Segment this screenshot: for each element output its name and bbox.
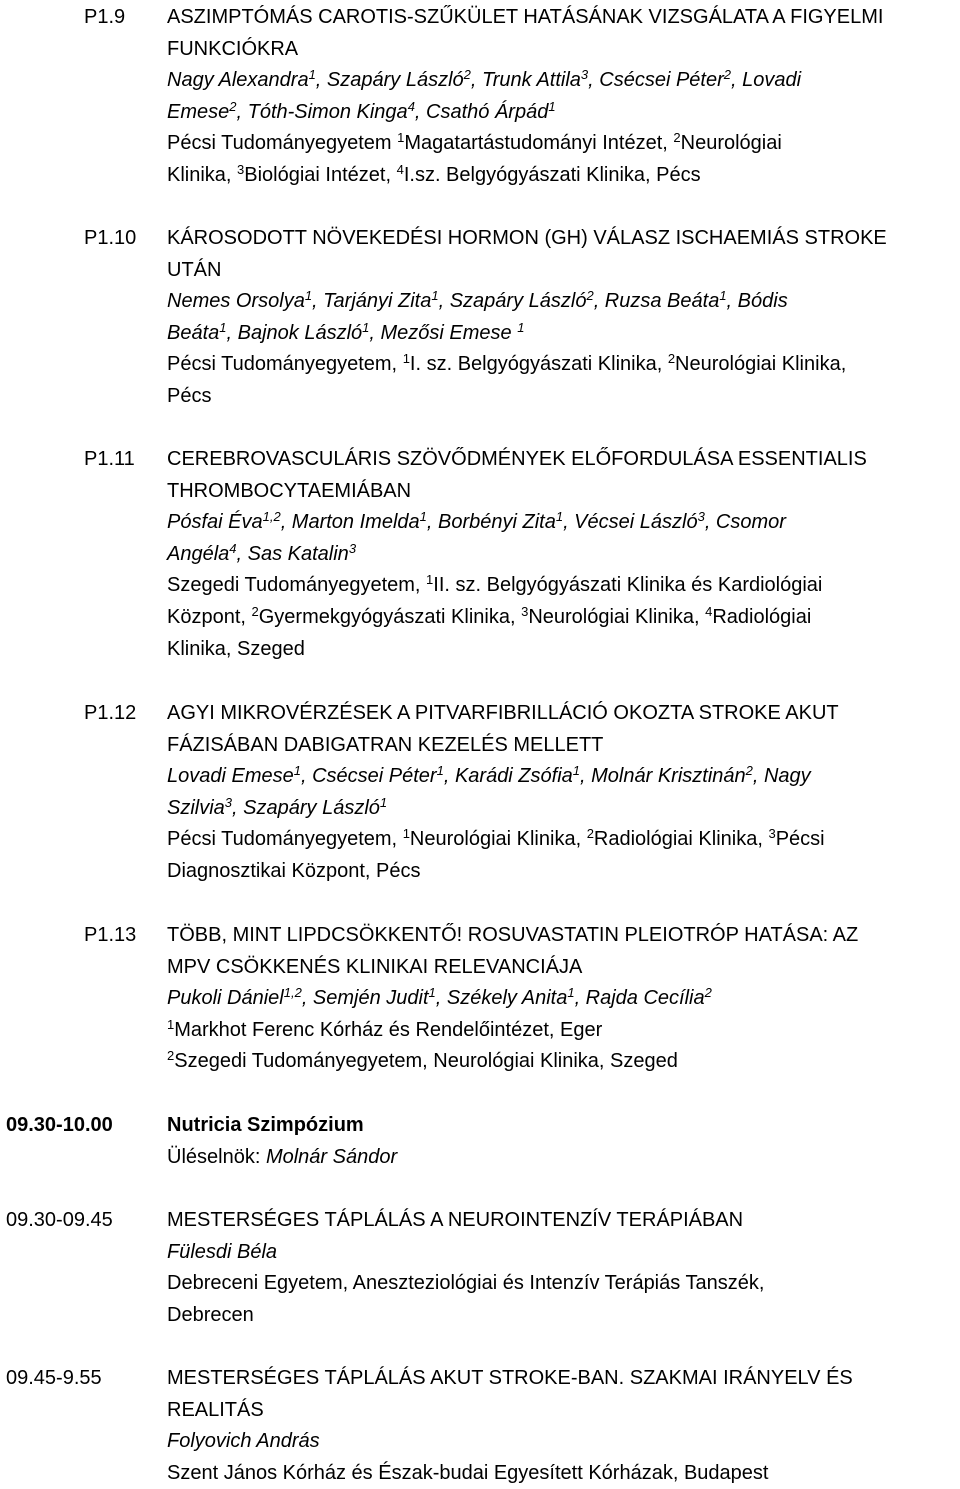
talk-affiliation-line: Debreceni Egyetem, Aneszteziológiai és Intenzív Terápiás Tanszék, bbox=[167, 1272, 765, 1295]
entry-title-line: ASZIMPTÓMÁS CAROTIS-SZŰKÜLET HATÁSÁNAK VIZSGÁLATA A FIGYELMI bbox=[167, 6, 884, 28]
entry-authors-line: Angéla$^4$, Sas Katalin$^3$ bbox=[167, 540, 357, 565]
talk-content bbox=[167, 1205, 957, 1331]
talk-title-line: REALITÁS bbox=[167, 1398, 264, 1421]
entry-title-line: TÖBB, MINT LIPDCSÖKKENTŐ! ROSUVASTATIN PLEIOTRÓP HATÁSA: AZ bbox=[167, 924, 859, 946]
talk-time: 09.45-9.55 bbox=[6, 1367, 102, 1389]
talk-title-line: MESTERSÉGES TÁPLÁLÁS A NEUROINTENZÍV TERÁPIÁBAN bbox=[167, 1209, 744, 1231]
talk-affiliation-line: Szent János Kórház és Észak-budai Egyesített Kórházak, Budapest bbox=[167, 1461, 769, 1484]
entry-content bbox=[167, 223, 957, 413]
entry-code: P1.13 bbox=[84, 924, 137, 946]
talk-affiliation-line: Debrecen bbox=[167, 1303, 254, 1326]
talk-speaker: Folyovich András bbox=[167, 1430, 320, 1453]
entry-title-line: AGYI MIKROVÉRZÉSEK A PITVARFIBRILLÁCIÓ OKOZTA STROKE AKUT bbox=[167, 702, 839, 724]
entry-title-line: MPV CSÖKKENÉS KLINIKAI RELEVANCIÁJA bbox=[167, 955, 583, 978]
entry-authors-line: Szilvia$^3$, Szapáry László$^1$ bbox=[167, 794, 388, 819]
entry-affiliation-line: Pécs bbox=[167, 384, 212, 407]
entry-title-line: FUNKCIÓKRA bbox=[167, 37, 299, 60]
entry-affiliation-line: Diagnosztikai Központ, Pécs bbox=[167, 859, 421, 882]
talk-title-line: MESTERSÉGES TÁPLÁLÁS AKUT STROKE-BAN. SZAKMAI IRÁNYELV ÉS bbox=[167, 1367, 853, 1389]
talk-time: 09.30-09.45 bbox=[6, 1209, 113, 1231]
entry-affiliation-line: Központ, $^2$Gyermekgyógyászati Klinika, $^3$Neurológiai Klinika, $^4$Radiológiai bbox=[167, 603, 812, 628]
entry-title-line: UTÁN bbox=[167, 258, 222, 281]
entry-affiliation-line: Klinika, $^3$Biológiai Intézet, $^4$I.sz. Belgyógyászati Klinika, Pécs bbox=[167, 161, 701, 186]
entry-affiliation-line: Szegedi Tudományegyetem, $^1$II. sz. Belgyógyászati Klinika és Kardiológiai bbox=[167, 572, 823, 597]
entry-authors-line: Nemes Orsolya$^1$, Tarjányi Zita$^1$, Szapáry László$^2$, Ruzsa Beáta$^1$, Bódis bbox=[167, 288, 788, 313]
entry-authors-line: Pósfai Éva$^{1,2}$, Marton Imelda$^1$, Borbényi Zita$^1$, Vécsei László$^3$, Csomor bbox=[167, 509, 786, 534]
entry-title-line: CEREBROVASCULÁRIS SZÖVŐDMÉNYEK ELŐFORDULÁSA ESSENTIALIS bbox=[167, 448, 867, 470]
session-content bbox=[167, 1110, 957, 1173]
session-chair-name: Molnár Sándor bbox=[265, 1145, 398, 1168]
session-time: 09.30-10.00 bbox=[6, 1114, 113, 1136]
entry-code: P1.11 bbox=[84, 448, 135, 470]
entry-affiliation-line: Pécsi Tudományegyetem $^1$Magatartástudományi Intézet, $^2$Neurológiai bbox=[167, 130, 782, 155]
entry-authors-line: Beáta$^1$, Bajnok László$^1$, Mezősi Emese $^1$ bbox=[167, 319, 525, 344]
session-chair bbox=[167, 1142, 957, 1174]
entry-title-line: FÁZISÁBAN DABIGATRAN KEZELÉS MELLETT bbox=[167, 733, 604, 756]
entry-code: P1.12 bbox=[84, 702, 137, 724]
entry-authors-line: Pukoli Dániel$^{1,2}$, Semjén Judit$^1$, Székely Anita$^1$, Rajda Cecília$^2$ bbox=[167, 985, 712, 1010]
entry-code: P1.10 bbox=[84, 227, 137, 249]
entry-content bbox=[167, 920, 957, 1078]
entry-authors-line: Emese$^2$, Tóth-Simon Kinga$^4$, Csathó Árpád$^1$ bbox=[167, 98, 556, 123]
entry-content bbox=[167, 2, 957, 192]
entry-affiliation-line: Klinika, Szeged bbox=[167, 637, 305, 660]
entry-affiliation-line: $^1$Markhot Ferenc Kórház és Rendelőintézet, Eger bbox=[167, 1016, 603, 1041]
entry-title-line: KÁROSODOTT NÖVEKEDÉSI HORMON (GH) VÁLASZ ISCHAEMIÁS STROKE bbox=[167, 227, 887, 249]
entry-code: P1.9 bbox=[84, 6, 126, 28]
talk-content bbox=[167, 1363, 957, 1489]
session-chair-label: Üléselnök: bbox=[167, 1145, 266, 1168]
session-title: Nutricia Szimpózium bbox=[167, 1114, 364, 1136]
entry-affiliation-line: Pécsi Tudományegyetem, $^1$I. sz. Belgyógyászati Klinika, $^2$Neurológiai Klinika, bbox=[167, 351, 847, 376]
entry-affiliation-line: $^2$Szegedi Tudományegyetem, Neurológiai Klinika, Szeged bbox=[167, 1048, 678, 1073]
entry-authors-line: Lovadi Emese$^1$, Csécsei Péter$^1$, Karádi Zsófia$^1$, Molnár Krisztinán$^2$, Nagy bbox=[167, 763, 811, 788]
talk-speaker: Fülesdi Béla bbox=[167, 1240, 278, 1263]
entry-content bbox=[167, 698, 957, 888]
entry-affiliation-line: Pécsi Tudományegyetem, $^1$Neurológiai Klinika, $^2$Radiológiai Klinika, $^3$Pécsi bbox=[167, 826, 825, 851]
entry-authors-line: Nagy Alexandra$^1$, Szapáry László$^2$, Trunk Attila$^3$, Csécsei Péter$^2$, Lovadi bbox=[167, 67, 802, 92]
entry-title-line: THROMBOCYTAEMIÁBAN bbox=[167, 479, 412, 502]
entry-content bbox=[167, 444, 957, 665]
